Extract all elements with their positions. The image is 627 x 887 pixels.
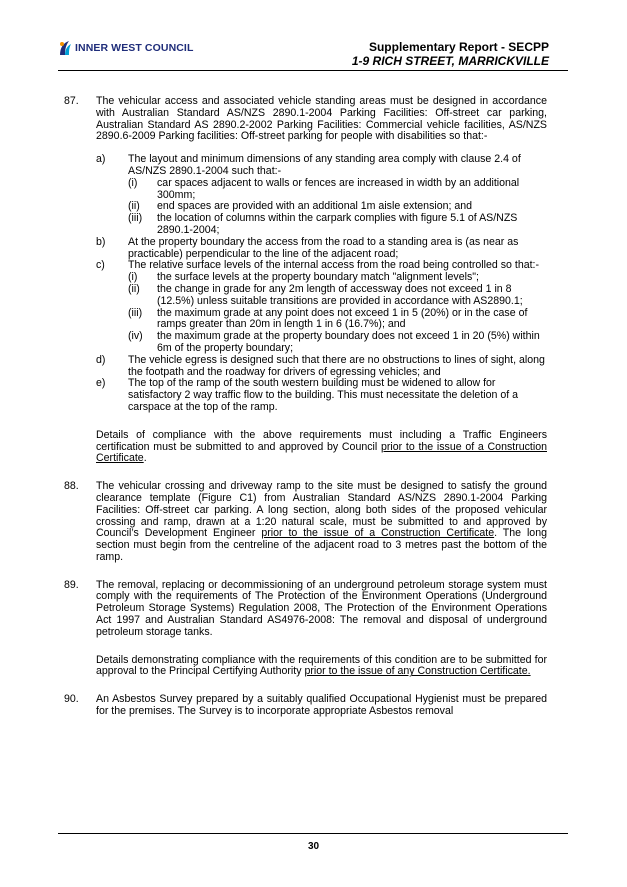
council-logo-icon [58, 40, 72, 56]
roman-text: the surface levels at the property boundary match "alignment levels"; [157, 271, 479, 284]
footer-divider [58, 833, 568, 834]
timing-requirement: prior to the issue of any Construction Certificate. [304, 665, 531, 678]
roman-number: (i) [128, 271, 138, 284]
roman-number: (ii) [128, 282, 140, 295]
condition-90 [64, 694, 547, 718]
sub-item-text: The vehicle egress is designed such that there are no obstructions to lines of sight, along the footpath and the roadway for drivers of egressing vehicles; and [128, 353, 545, 378]
condition-87 [64, 96, 547, 465]
condition-87-details [96, 430, 547, 465]
page-number: 30 [307, 841, 320, 852]
roman-item [128, 213, 547, 237]
roman-text: car spaces adjacent to walls or fences are increased in width by an additional 300mm; [157, 176, 520, 201]
sub-item-c [96, 260, 547, 354]
sub-item-letter: c) [96, 259, 105, 272]
sub-item-letter: a) [96, 153, 106, 166]
sub-item-text: At the property boundary the access from the road to a standing area is (as near as practicable) perpendicular to the line of the adjacent road; [128, 235, 519, 260]
roman-number: (i) [128, 176, 138, 189]
condition-89-details [96, 655, 547, 679]
condition-text: The removal, replacing or decommissioning of an underground petroleum storage system must comply with the requirements of The Protection of the Environment Operations (Underground Petroleum Storage Systems) Regulation 2008, The Protection of the Environment Operations Act 1997 and Australian Standard AS4976-2008: The removal and disposal of underground petroleum storage tanks. [96, 578, 547, 638]
header-divider [58, 70, 568, 71]
roman-item [128, 308, 547, 332]
roman-number: (iii) [128, 306, 143, 319]
report-subtitle: 1-9 RICH STREET, MARRICKVILLE [351, 54, 549, 68]
sub-item-text: The top of the ramp of the south western building must be widened to allow for satisfactory 2 way traffic flow to the building. This must necessitate the deletion of a carspace at the top of the ramp. [128, 377, 519, 413]
roman-text: the maximum grade at any point does not exceed 1 in 5 (20%) or in the case of ramps greater than 20m in length 1 in 6 (16.7%); and [157, 306, 528, 331]
condition-number: 90. [64, 693, 79, 706]
roman-number: (iii) [128, 212, 143, 225]
sub-item-letter: d) [96, 353, 106, 366]
council-logo [58, 40, 193, 56]
condition-text: The vehicular access and associated vehicle standing areas must be designed in accordance with Australian Standard AS/NZS 2890.1-2004 Parking Facilities: Off-street car parking, Australian Standard AS 2890.2-2002 Parking Facilities: Commercial vehicle facilities, AS/NZS 2890.6-2009 Parking facilities: Off-street parking for people with disabilities so that:- [96, 95, 547, 143]
document-body [64, 96, 547, 718]
details-end: . [143, 452, 147, 465]
details-text: Details of compliance with the above requirements must including a Traffic Engineers certification must be submitted to and approved by Council [96, 428, 547, 453]
condition-text: An Asbestos Survey prepared by a suitably qualified Occupational Hygienist must be prepared for the premises. The Survey is to incorporate appropriate Asbestos removal [96, 693, 547, 718]
sub-item-text: The relative surface levels of the internal access from the road being controlled so that:- [128, 259, 540, 272]
sub-item-letter: e) [96, 377, 106, 390]
roman-number: (iv) [128, 330, 143, 343]
condition-text-start: The vehicular crossing and driveway ramp to the site must be designed to satisfy the ground clearance template (Figure C1) from Australian Standard AS/NZS 2890.1-2004 Parking Facilities: Off-street car parking. A long section, along both sides of the proposed vehicular crossing and ramp, drawn at a 1:20 natural scale, must be submitted to and approved by Council’s Development Engineer [96, 480, 547, 540]
roman-text: end spaces are provided with an additional 1m aisle extension; and [157, 200, 473, 213]
sub-item-letter: b) [96, 235, 106, 248]
sub-item-text: The layout and minimum dimensions of any standing area comply with clause 2.4 of AS/NZS 2890.1-2004 such that:- [128, 153, 521, 177]
condition-87-sublist [96, 154, 547, 414]
roman-item [128, 331, 547, 355]
report-title-block [352, 40, 549, 68]
timing-requirement: prior to the issue of a Construction Certificate [96, 440, 547, 465]
roman-item [128, 284, 547, 308]
roman-number: (ii) [128, 200, 140, 213]
sub-item-e [96, 378, 547, 413]
roman-text: the change in grade for any 2m length of accessway does not exceed 1 in 8 (12.5%) unless suitable transitions are provided in accordance with AS2890.1; [157, 282, 523, 307]
sub-item-b [96, 237, 547, 261]
condition-number: 87. [64, 95, 79, 107]
sub-item-a [96, 154, 547, 237]
logo-text: INNER WEST COUNCIL [75, 42, 194, 54]
condition-number: 89. [64, 578, 79, 591]
condition-89 [64, 580, 547, 679]
roman-item [128, 178, 547, 202]
condition-text-end: . The long section must begin from the centreline of the adjacent road to 3 metres past the bottom of the ramp. [96, 527, 547, 563]
condition-text [96, 481, 547, 564]
condition-number: 88. [64, 480, 79, 493]
report-title: Supplementary Report - SECPP [368, 40, 549, 54]
details-text: Details demonstrating compliance with the requirements of this condition are to be submitted for approval to the Principal Certifying Authority [96, 653, 547, 678]
page-header [0, 0, 627, 80]
timing-requirement: prior to the issue of a Construction Certificate [261, 527, 495, 540]
roman-text: the maximum grade at the property boundary does not exceed 1 in 20 (5%) within 6m of the property boundary; [157, 330, 540, 354]
sub-item-d [96, 355, 547, 379]
roman-text: the location of columns within the carpark complies with figure 5.1 of AS/NZS 2890.1-2004; [157, 212, 518, 236]
condition-88 [64, 481, 547, 564]
